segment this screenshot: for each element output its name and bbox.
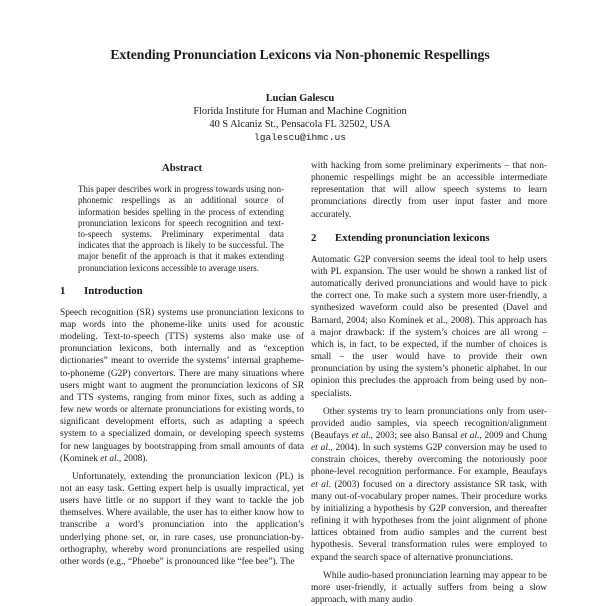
paragraph-text: Speech recognition (SR) systems use pronunciation lexicons to map words into the phoneme-like units used for acoustic modeling. Text-to-speech (TTS) systems also make use of pronunciation lexicons, both internally and as “exception dictionaries” meant to override the systems’ internal grapheme-to-phoneme (G2P) convertors. There are many situations where users might want to augment the pronunciation lexicons of SR and TTS systems, ranging from minor fixes, such as adding a few new words or alternate pronunciations for existing words, to significant development efforts, such as adapting a speech system to a specialized domain, or developing speech systems for new languages by bootstrapping from small amounts of data (Kominek bbox=[60, 307, 304, 464]
paragraph bbox=[60, 307, 304, 465]
section-number: 1 bbox=[60, 284, 66, 297]
section-heading-introduction bbox=[60, 284, 304, 298]
section-title: Extending pronunciation lexicons bbox=[335, 231, 490, 244]
citation-et-al: et al bbox=[351, 430, 369, 441]
paragraph-text: Other systems try to learn pronunciations only from user-provided audio samples, via speech recognition/alignment (Beaufays bbox=[311, 406, 547, 441]
section-title: Introduction bbox=[84, 284, 143, 297]
paragraph: While audio-based pronunciation learning may appear to be more user-friendly, it actually suffers from being a slow approach, with many audio bbox=[311, 570, 547, 605]
paragraph: Automatic G2P conversion seems the ideal tool to help users with PL expansion. The user would be shown a ranked list of automatically derived pronunciations and would have to pick the correct one. To make such a system more user-friendly, a synthesized waveform could also be presented (Davel and Barnard, 2004; also Kominek et al., 2008). This approach has a major drawback: if the system’s choices are all wrong – which is, in fact, to be expected, if the number of choices is small – the user would have to provide their own pronunciation by using the system’s phonetic alphabet. In our opinion this precludes the approach from being used by non-specialists. bbox=[311, 254, 547, 399]
right-column bbox=[311, 160, 547, 606]
paragraph-text: ., 2008). bbox=[116, 453, 148, 464]
left-column bbox=[60, 150, 304, 568]
author-block bbox=[100, 92, 500, 144]
paragraph-text: ., 2009 and Chung bbox=[477, 430, 547, 441]
section-number: 2 bbox=[311, 231, 317, 244]
author-affiliation: Florida Institute for Human and Machine Cognition bbox=[193, 106, 407, 117]
abstract-heading: Abstract bbox=[161, 162, 203, 174]
paragraph-continued: with hacking from some preliminary experiments – that non-phonemic respellings might be an accessible intermediate representation that will allow speech systems to learn pronunciations directly from user input faster and more accurately. bbox=[311, 161, 547, 220]
citation-et-al: et al bbox=[311, 479, 329, 490]
paragraph-text: . (2003) focused on a directory assistance SR task, with many out-of-vocabulary proper names. Their procedure works by initializing a hypothesis by G2P conversion, and thereafter refining it with hypotheses from the joint alignment of phone lattices obtained from audio samples and the current best hypothesis. Several transformation rules were employed to expand the search space of alternative pronunciations. bbox=[311, 479, 547, 563]
author-name: Lucian Galescu bbox=[265, 93, 335, 104]
paragraph-text: ., 2004). In such systems G2P conversion may be used to constrain choices, thereby overcoming the notoriously poor phone-level recognition performance. For example, Beaufays bbox=[311, 443, 547, 478]
author-email: lgalescu@ihmc.us bbox=[253, 132, 347, 143]
section-heading-extending bbox=[311, 231, 547, 245]
citation-et-al: et al bbox=[311, 443, 328, 454]
citation-et-al: et al bbox=[460, 430, 478, 441]
author-address: 40 S Alcaniz St., Pensacola FL 32502, USA bbox=[209, 119, 391, 130]
paragraph-text: ., 2003; see also Bansal bbox=[368, 430, 461, 441]
paragraph bbox=[311, 406, 547, 564]
paragraph: Unfortunately, extending the pronunciation lexicon (PL) is not an easy task. Getting expert help is usually impractical, yet users have little or no support if they want to tackle the job themselves. Where available, the user has to either know how to transcribe a word’s pronunciation into the application’s underlying phone set, or, in rare cases, use pronunciation-by-orthography, whereby word pronunciations are respelled using other words (e.g., “Phoebe” is pronounced like “fee bee”). The bbox=[60, 471, 304, 567]
citation-et-al: et al bbox=[100, 453, 117, 464]
paper-title: Extending Pronunciation Lexicons via Non-phonemic Respellings bbox=[110, 47, 490, 62]
abstract-text: This paper describes work in progress towards using non-phonemic respellings as an additional source of information besides spelling in the process of extending pronunciation lexicons for speech recognition and text-to-speech systems. Preliminary experimental data indicates that the approach is likely to be successful. The major benefit of the approach is that it makes extending pronunciation lexicons accessible to average users. bbox=[78, 184, 284, 273]
